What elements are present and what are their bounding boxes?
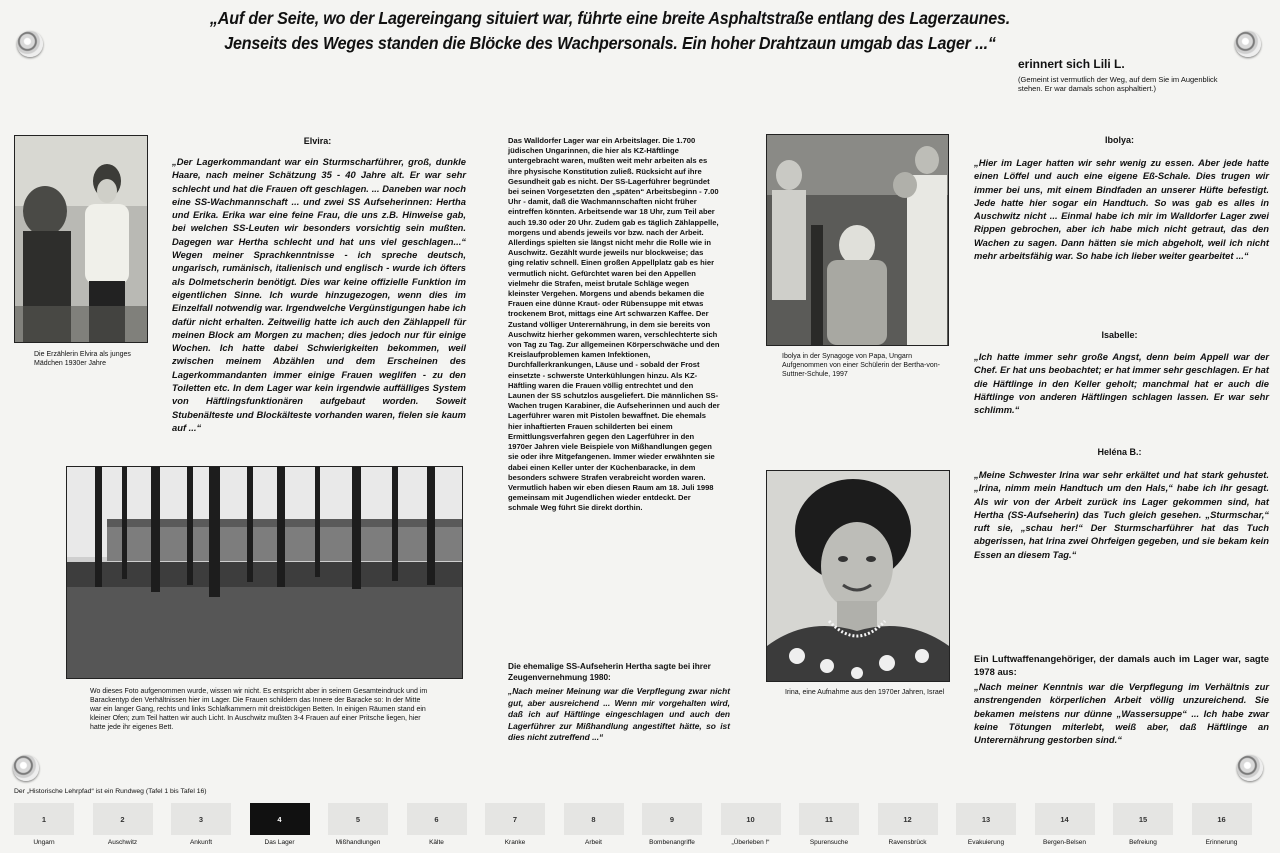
tafel-label: Befreiung: [1129, 839, 1157, 846]
tafel-label: Auschwitz: [107, 839, 138, 846]
tafel-number: 5: [328, 803, 388, 835]
tafel-11: [799, 803, 859, 846]
tafel-label: Arbeit: [585, 839, 602, 846]
hertha-intro: Die ehemalige SS-Aufseherin Hertha sagte bei ihrer Zeugenvernehmung 1980:: [508, 661, 711, 682]
screw-icon: [13, 755, 39, 781]
screw-icon: [17, 31, 43, 57]
tafel-label: Evakuierung: [967, 839, 1005, 846]
tafel-5: [328, 803, 388, 846]
tafel-number: 1: [14, 803, 74, 835]
tafel-3: [171, 803, 231, 846]
tafel-number: 16: [1192, 803, 1252, 835]
tafel-number: 12: [878, 803, 938, 835]
ibolya-photo: [766, 134, 949, 346]
tafel-number: 2: [93, 803, 153, 835]
isabelle-quote: „Ich hatte immer sehr große Angst, denn beim Appell war der Chef. Er hat uns beobachtet; er hat immer sehr geschlagen. Er hat die Häftlinge in den Keller geholt; manchmal hat er auch die Häftlinge von anderen Häftlingen schlagen lassen. Er war sehr schlimm.“: [974, 351, 1269, 416]
tafel-label: Ravensbrück: [888, 839, 927, 846]
tafel-number: 10: [721, 803, 781, 835]
elvira-heading: Elvira:: [303, 136, 332, 146]
tafel-9: [642, 803, 702, 846]
ibolya-photo-caption: Ibolya in der Synagoge von Papa, Ungarn Aufgenommen von einer Schülerin der Bertha-von-Suttner-Schule, 1997: [782, 353, 940, 378]
elvira-photo-caption: Die Erzählerin Elvira als junges Mädchen 1930er Jahre: [34, 351, 131, 367]
tafel-16: [1192, 803, 1252, 846]
tafel-navigation: [14, 803, 1270, 851]
isabelle-heading: Isabelle:: [1101, 330, 1138, 340]
quote-attribution: erinnert sich Lili L.: [1018, 57, 1125, 71]
tafel-6: [407, 803, 467, 846]
attribution-note: (Gemeint ist vermutlich der Weg, auf dem Sie im Augenblick stehen. Er war damals schon asphaltiert.): [1018, 75, 1218, 93]
screw-icon: [1235, 31, 1261, 57]
elvira-photo: [14, 135, 148, 343]
tafel-14: [1035, 803, 1095, 846]
tafel-label: Mißhandlungen: [335, 839, 381, 846]
tafel-number: 6: [407, 803, 467, 835]
tafel-number: 11: [799, 803, 859, 835]
tafel-10: [721, 803, 781, 846]
irina-photo-caption: Irina, eine Aufnahme aus den 1970er Jahren, Israel: [785, 689, 945, 696]
route-label: Der „Historische Lehrpfad“ ist ein Rundweg (Tafel 1 bis Tafel 16): [14, 788, 207, 795]
camp-photo-caption: Wo dieses Foto aufgenommen wurde, wissen wir nicht. Es entspricht aber in seinem Gesamteindruck und im Barackentyp den Verhältnissen hier im Lager. Die Frauen schildern das Innere der Baracke so: In der Mitte war ein langer Gang, rechts und links Schlafkammern mit dreistöckigen Betten. In einigen Räumen stand ein kleiner Ofen; zum Teil hatten wir auch Licht. In Auschwitz mußten 3-4 Frauen auf einer Pritsche liegen, hier hatte jede ihr eigenes Bett.: [90, 688, 428, 731]
tafel-number: 14: [1035, 803, 1095, 835]
tafel-4: [250, 803, 310, 846]
header-quote: [196, 6, 1024, 56]
tafel-label: „Überleben !“: [731, 839, 770, 846]
luftwaffe-quote: „Nach meiner Kenntnis war die Verpflegung im Verhältnis zur anstrengenden körperlichen Arbeit völlig unzureichend. Sie bekamen meistens nur dünne „Wassersuppe“ ... Ich habe zwar keine Tötungen miterlebt, weiß aber, daß Häftlinge an Unterernährung gestorben sind.“: [974, 681, 1269, 746]
ibolya-heading: Ibolya:: [1104, 135, 1134, 145]
tafel-number: 15: [1113, 803, 1173, 835]
tafel-label: Ungarn: [33, 839, 55, 846]
irina-photo: [766, 470, 950, 682]
tafel-8: [564, 803, 624, 846]
tafel-1: [14, 803, 74, 846]
ibolya-quote: „Hier im Lager hatten wir sehr wenig zu essen. Aber jede hatte einen Löffel und auch eine eigene Eß-Schale. Dies trugen wir immer bei uns, mit einem Bindfaden an unserer Hüfte befestigt. Jede hatte hier sogar ein Handtuch. So was gab es alles in Auschwitz nicht ... Einmal habe ich mir im Walldorfer Lager zwei Rippen gebrochen, aber ich habe mich nicht getraut, das den Wachen zu sagen. Dann hätten sie mich abgeholt, weil ich nicht mehr arbeitsfähig war. So habe ich lieber weiter gearbeitet ...“: [974, 157, 1269, 262]
tafel-12: [878, 803, 938, 846]
tafel-label: Das Lager: [264, 839, 295, 846]
tafel-label: Bergen-Belsen: [1043, 839, 1086, 846]
middle-main-paragraph: Das Walldorfer Lager war ein Arbeitslager. Die 1.700 jüdischen Ungarinnen, die hier als KZ-Häftlinge untergebracht waren, mußten weit mehr arbeiten als es ihre physische Konstitution zuließ. Rücksicht auf ihre Gesundheit gab es nicht. Der SS-Lagerführer begründet bei seinen Vorgesetzten den „späten“ Arbeitsbeginn - 7.00 Uhr - damit, daß die Wachmannschaften nicht früher eintreffen könnten. Arbeitsende war 18 Uhr, zum Teil aber auch 19.30 oder 20 Uhr. Zudem gab es täglich Zählappelle, morgens und abends jeweils vor bzw. nach der Arbeit. Allerdings spielten sie längst nicht mehr die Rolle wie in Auschwitz. Gezählt wurde jeweils nur blockweise; das ging relativ schnell. Einen großen Appellplatz gab es hier vermutlich nicht. Gefürchtet waren bei den Appellen vielmehr die Strafen, meist brutale Schläge wegen kleinster Vergehen. Morgens und abends bekamen die Frauen eine dünne Kraut- oder Rübensuppe mit etwas trockenem Brot, mittags eine Art schwarzen Kaffee. Der Zustand völliger Unterernährung, in dem sie bereits von Auschwitz hierher gekommen waren, verschlechterte sich von Tag zu Tag. Zur allgemeinen Körperschwäche und den Kreislaufproblemen kamen Infektionen, Durchfallerkrankungen, Läuse und - sobald der Frost einsetzte - schwerste Unterkühlungen hinzu. Als KZ-Häftling waren die Frauen völlig entrechtet und den Launen der SS schutzlos ausgeliefert. Die männlichen SS-Wachen trugen Karabiner, die Aufseherinnen und auch der Lagerführer waren mit Pistolen bewaffnet. Die ehemals hier inhaftierten Frauen schilderten bei einem Ermittlungsverfahren gegen den Lagerführer in den 1970er Jahren viele Beispiele von Mißhandlungen gegen sie oder ihre Mitgefangenen. Immer wieder erwähnten sie dabei einen Keller unter der Küchenbaracke, in dem besonders schwere Strafen verabreicht worden waren. Vermutlich haben wir eben diesen Raum am 18. Juli 1998 gemeinsam mit Jugendlichen wieder entdeckt. Der schmale Weg führt Sie direkt dorthin.: [508, 136, 720, 513]
tafel-number: 3: [171, 803, 231, 835]
luftwaffe-intro: Ein Luftwaffenangehöriger, der damals auch im Lager war, sagte 1978 aus:: [974, 653, 1269, 678]
tafel-label: Kälte: [429, 839, 444, 846]
elvira-quote-text: „Der Lagerkommandant war ein Sturmscharführer, groß, dunkle Haare, nach meiner Schätzung 35 - 40 Jahre alt. Er war sehr schlecht und hat die Frauen oft geschlagen. ... Daneben war noch eine SS-Wachmannschaft ... und zwei SS Aufseherinnen: Hertha und Erika. Erika war eine feine Frau, die uns z.B. Hinweise gab, bei welchen SS-Leuten wir besonders vorsichtig sein mußten. Dagegen war Hertha schlecht und hat uns viel geschlagen...“ Wegen meiner Sprachkenntnisse - ich spreche deutsch, ungarisch, rumänisch, italienisch und englisch - wurde ich öfters als Dolmetscherin benötigt. Dies war keine offizielle Funktion im eigentlichen Sinne. Ich wurde hinzugezogen, wenn dies im Einzelfall notwendig war. Irgendwelche Vergünstigungen habe ich dafür nicht erhalten. Zeitweilig hatte ich auch den Zählappell für meinen Block am Morgen zu machen; dies jedoch nur für einige Wochen. Ich hatte dabei Schwierigkeiten bekommen, weil zwischen meinem Abzählen und dem Erscheinen des Lagerkommandanten immer einige Frauen weglifen - zu den Toiletten etc. In dem Lager war kein irgendwie auffälliges System von Häftlingsfunktionären aufgebaut worden. Soweit Stubenälteste und Blockälteste vorhanden waren, fielen sie kaum auf ...“: [172, 156, 466, 433]
tafel-number: 8: [564, 803, 624, 835]
tafel-number: 7: [485, 803, 545, 835]
quote-line-1: „Auf der Seite, wo der Lagereingang situiert war, führte eine breite Asphaltstraße entlang des Lagerzaunes.: [209, 8, 1011, 28]
tafel-15: [1113, 803, 1173, 846]
tafel-13: [956, 803, 1016, 846]
tafel-label: Spurensuche: [809, 839, 849, 846]
tafel-number: 4: [250, 803, 310, 835]
middle-main-text: [508, 136, 720, 514]
camp-barracks-photo: [66, 466, 463, 679]
tafel-number: 13: [956, 803, 1016, 835]
tafel-label: Bombenangriffe: [649, 839, 695, 846]
tafel-label: Ankunft: [189, 839, 213, 846]
tafel-2: [93, 803, 153, 846]
quote-line-2: Jenseits des Weges standen die Blöcke des Wachpersonals. Ein hoher Drahtzaun umgab das Lager ...“: [224, 33, 996, 53]
tafel-number: 9: [642, 803, 702, 835]
screw-icon: [1237, 755, 1263, 781]
helena-heading: Heléna B.:: [1097, 447, 1142, 457]
tafel-label: Erinnerung: [1205, 839, 1238, 846]
elvira-quote: [172, 155, 466, 434]
hertha-quote: „Nach meiner Meinung war die Verpflegung zwar nicht gut, aber ausreichend ... Wenn mir vorgehalten wird, daß ich auf Häftlinge eingeschlagen und auch den Lagerführer zur Mißhandlung angestiftet hätte, so ist dies nicht zutreffend ...“: [508, 686, 730, 742]
tafel-label: Kranke: [504, 839, 526, 846]
helena-quote: „Meine Schwester Irina war sehr erkältet und hat stark gehustet. „Irina, nimm mein Handtuch um den Hals,“ habe ich ihr gesagt. Als wir von der Arbeit zurück ins Lager gekommen sind, hat Hertha (SS-Aufseherin) das Tuch gleich gesehen. „Sturmschar,“ ruft sie, „schau her!“ Der Sturmscharführer hat das Tuch abgerissen, hat Irina zwei Ohrfeigen gegeben, und sie bekam kein Essen an diesem Tag.“: [974, 469, 1269, 560]
tafel-7: [485, 803, 545, 846]
